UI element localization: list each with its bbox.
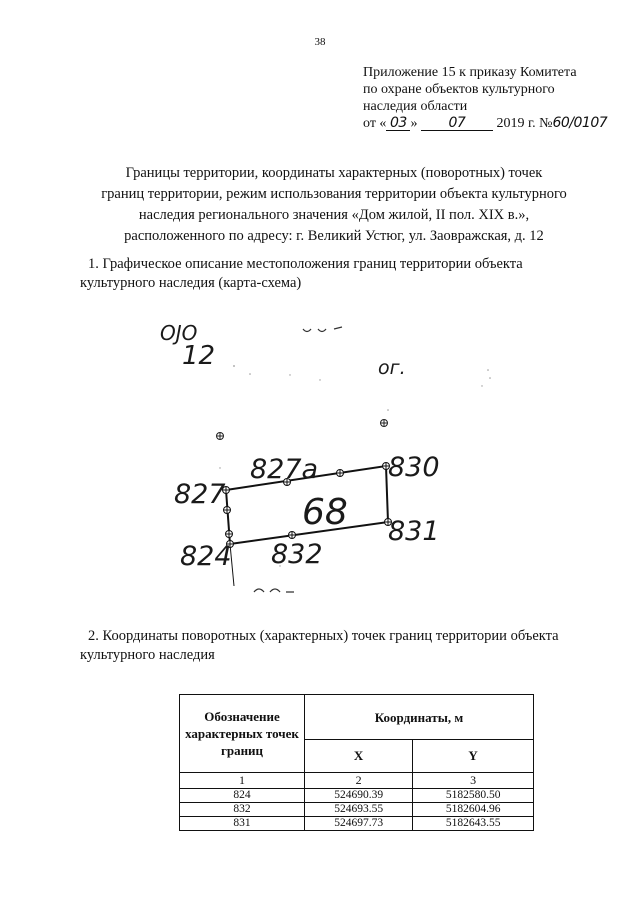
y-cell: 5182580.50 [413, 789, 534, 803]
vertex-side-lower [226, 531, 233, 538]
year-text: 2019 г. № [496, 116, 553, 131]
header-coordinates: Координаты, м [305, 695, 534, 740]
title-line-3: наследия регионального значения «Дом жилой, II пол. XIX в.», [138, 207, 530, 223]
point-label-831: 831 [388, 516, 440, 547]
page-number: 38 [314, 36, 326, 48]
header-y: Y [413, 740, 534, 773]
point-label-827: 827 [174, 479, 226, 510]
y-cell: 5182604.96 [413, 803, 534, 817]
partial-marks-bottom [254, 589, 294, 592]
point-label-832: 832 [271, 539, 323, 570]
x-cell: 524697.73 [305, 817, 413, 831]
road-label: ог. [378, 357, 406, 379]
appendix-line-3: наследия области [363, 99, 468, 114]
cadastral-scheme [130, 318, 510, 598]
point-cell: 832 [180, 803, 305, 817]
survey-marker [381, 420, 388, 427]
survey-markers [217, 420, 388, 440]
header-points: Обозначение характерных точек границ [180, 695, 305, 773]
table-row [180, 803, 534, 817]
date-mid: » [410, 116, 418, 131]
title-line-2: границ территории, режим использования территории объекта культурного [101, 186, 567, 202]
vertex-midpoint [337, 470, 344, 477]
section-1-line-1: 1. Графическое описание местоположения границ территории объекта [88, 256, 523, 272]
document-title [74, 163, 594, 247]
handwritten-order-number: 60/0107 [552, 115, 608, 131]
title-line-1: Границы территории, координаты характерных (поворотных) точек [125, 165, 543, 181]
header-x: X [305, 740, 413, 773]
x-cell: 524693.55 [305, 803, 413, 817]
column-number-1: 1 [180, 773, 305, 789]
section-1-heading [80, 255, 600, 293]
partial-marks-top [303, 327, 342, 332]
house-number-label: 12 [182, 341, 216, 371]
column-number-2: 2 [305, 773, 413, 789]
table-row [180, 789, 534, 803]
appendix-header [363, 64, 633, 132]
plot-number: 68 [302, 492, 348, 533]
handwritten-month: 07 [421, 116, 493, 131]
section-2-line-2: культурного наследия [80, 647, 215, 663]
point-label-824: 824 [180, 541, 232, 572]
y-cell: 5182643.55 [413, 817, 534, 831]
title-line-4: расположенного по адресу: г. Великий Устюг, ул. Заовражская, д. 12 [124, 228, 544, 244]
date-prefix: от « [363, 116, 387, 131]
point-label-827a: 827а [250, 454, 319, 485]
survey-marker [217, 433, 224, 440]
section-2-line-1: 2. Координаты поворотных (характерных) точек границ территории объекта [88, 628, 559, 644]
point-cell: 824 [180, 789, 305, 803]
column-number-3: 3 [413, 773, 534, 789]
point-cell: 831 [180, 817, 305, 831]
section-2-heading [80, 627, 600, 665]
appendix-line-2: по охране объектов культурного [363, 82, 555, 97]
point-label-830: 830 [388, 452, 440, 483]
partial-number-top-left: ОЈО [160, 321, 198, 345]
table-row [180, 817, 534, 831]
handwritten-day: 03 [386, 116, 410, 131]
vertex-832 [289, 532, 296, 539]
x-cell: 524690.39 [305, 789, 413, 803]
appendix-line-1: Приложение 15 к приказу Комитета [363, 65, 577, 80]
section-1-line-2: культурного наследия (карта-схема) [80, 275, 302, 291]
appendix-date-line [363, 115, 633, 132]
coordinates-table [179, 694, 534, 831]
